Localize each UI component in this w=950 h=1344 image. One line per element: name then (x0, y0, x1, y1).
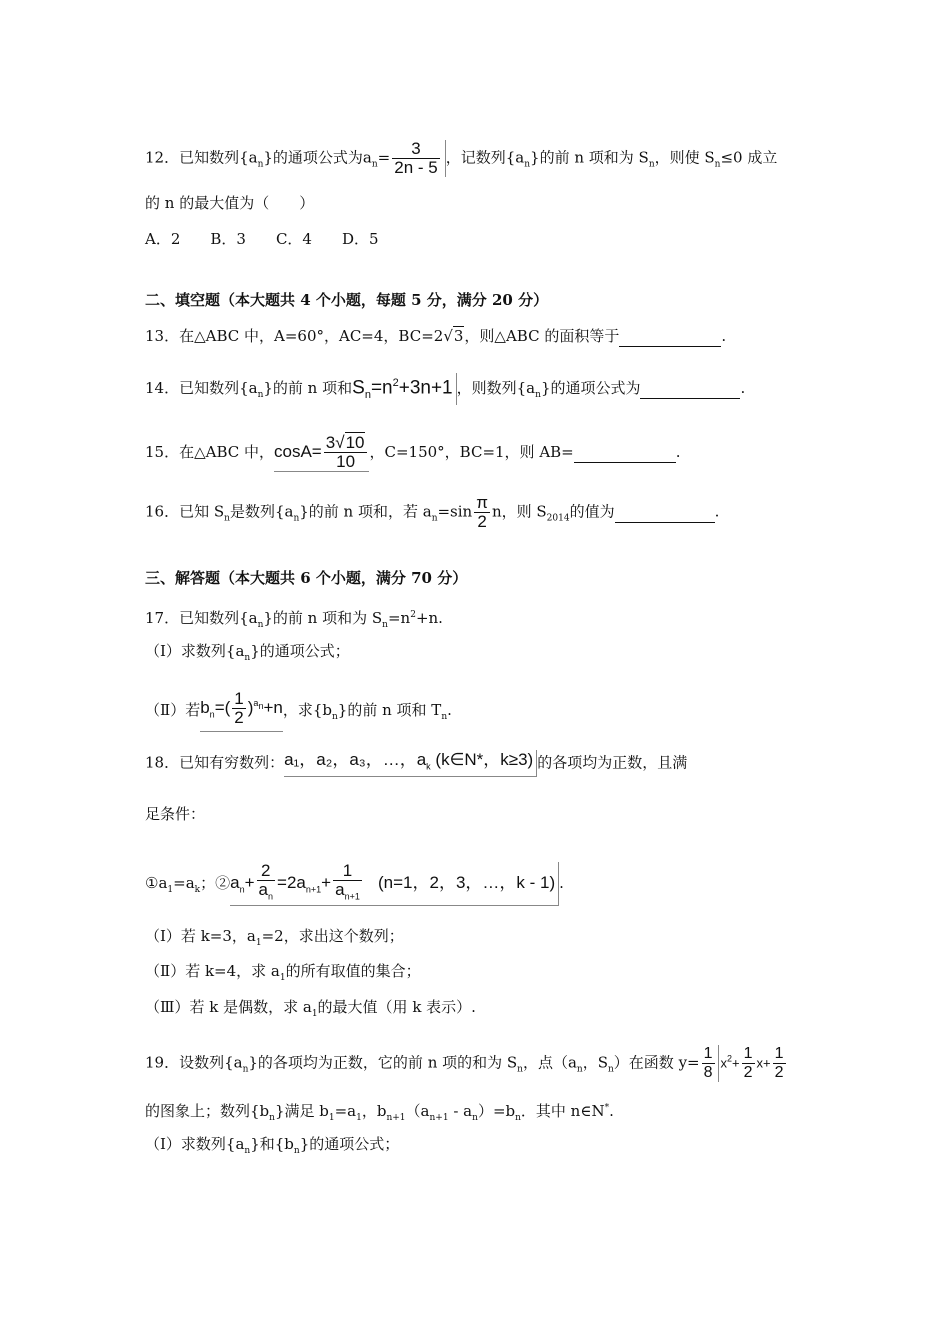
q14-answer-blank[interactable] (640, 378, 740, 399)
q14: 14．已知数列$\{a_n\}$的前 n 项和$S_n=n^2+3n+1$ ，则数列$\{a_n\}$的通项公式为 . (145, 373, 745, 405)
q12-options: A．2 B．3 C．4 D．5 (145, 230, 379, 248)
q16-answer-blank[interactable] (615, 502, 715, 523)
q14-formula: $S_n=n^2+3n+1$ (352, 373, 457, 405)
q18-part2: （Ⅱ）若 k=4，求 $a_1$的所有取值的集合； (145, 962, 421, 983)
q13: 13．在△ABC 中，A=60°，AC=4，BC=2√3，则△ABC 的面积等于 . (145, 327, 727, 345)
q19-part1: （Ⅰ）求数列$\{a_n\}$和$\{b_n\}$的通项公式； (145, 1135, 400, 1156)
q17-stem: 17．已知数列$\{a_n\}$的前 n 项和为 $S_n=n^2+n$. (145, 609, 443, 630)
sqrt-symbol: √ (443, 327, 453, 345)
q17-part1: （Ⅰ）求数列$\{a_n\}$的通项公式； (145, 642, 350, 663)
q18-recurrence: $a_n+$ $\frac{2}{a_n}$ $=2a_{n+1}+$ $\frac{1}{a_{n+1}}$ (n=1，2，3，…，k - 1) (230, 862, 559, 906)
q18-stem: 18．已知有穷数列：a₁，a₂，a₃，…，$a_k$ (k∈N*，k≥3) 的各项均为正数，且满 (145, 750, 687, 777)
q18-sequence: a₁，a₂，a₃，…，$a_k$ (k∈N*，k≥3) (284, 750, 537, 777)
q12-line2: 的 n 的最大值为（ ） (145, 194, 315, 212)
q18-conditions: $①a_1=a_k$；$②a_n+$ $\frac{2}{a_n}$ $=2a_{n+1}+$ $\frac{1}{a_{n+1}}$ (n=1，2，3，…，k - 1) . (145, 862, 564, 906)
q19-stem: 19．设数列$\{a_n\}$的各项均为正数，它的前 n 项的和为 $S_n$，点（$a_n$，$S_n$）在函数 y= $\frac{1}{8}$ $x^2+$ $\frac{1}{2}$ x+ $\frac{1}{2}$ (145, 1045, 788, 1082)
q13-answer-blank[interactable] (619, 326, 721, 347)
q17-formula: $b_n=$( $\frac{1}{2}$ )$^{a_n}$+n (200, 690, 283, 732)
q19-line2: 的图象上；数列$\{b_n\}$满足 $b_1=a_1$，$b_{n+1}(a_{n+1} - a_n)=b_n$．其中 n∈N*. (145, 1102, 614, 1123)
q15-formula: cosA= $\frac{3√10}{10}$ (274, 434, 369, 472)
q15: 15．在△ABC 中，cosA= $\frac{3√10}{10}$ ，C=150°，BC=1，则 AB= . (145, 433, 681, 471)
q15-answer-blank[interactable] (574, 442, 676, 463)
q16: 16．已知 $S_n$是数列$\{a_n\}$的前 n 项和，若 $a_n=\sin$ $\frac{\pi}{2}$ n，则 $S_{2014}$的值为 . (145, 493, 720, 531)
q12-fraction: $\frac{3}{2n - 5}$ (390, 140, 445, 177)
q17-part2: （Ⅱ）若$b_n=$( $\frac{1}{2}$ )$^{a_n}$+n，求$\{b_n\}$的前 n 项和 $T_n$. (145, 690, 452, 732)
q18-part1: （Ⅰ）若 k=3，$a_1=2$，求出这个数列； (145, 927, 404, 948)
q12-line1: 12．已知数列$\{a_n\}$的通项公式为$a_n=$ $\frac{3}{2n - 5}$ ，记数列$\{a_n\}$的前 n 项和为 $S_n$，则使 $S_n\le 0$ 成立 (145, 139, 778, 177)
q18-part3: （Ⅲ）若 k 是偶数，求 $a_1$的最大值（用 k 表示）. (145, 998, 476, 1019)
section3-heading: 三、解答题（本大题共 6 个小题，满分 70 分） (145, 569, 468, 587)
section2-heading: 二、填空题（本大题共 4 个小题，每题 5 分，满分 20 分） (145, 291, 549, 309)
q18-line2: 足条件： (145, 805, 206, 823)
q19-function: $\frac{1}{8}$ $x^2+$ $\frac{1}{2}$ x+ $\frac{1}{2}$ (703, 1045, 784, 1081)
